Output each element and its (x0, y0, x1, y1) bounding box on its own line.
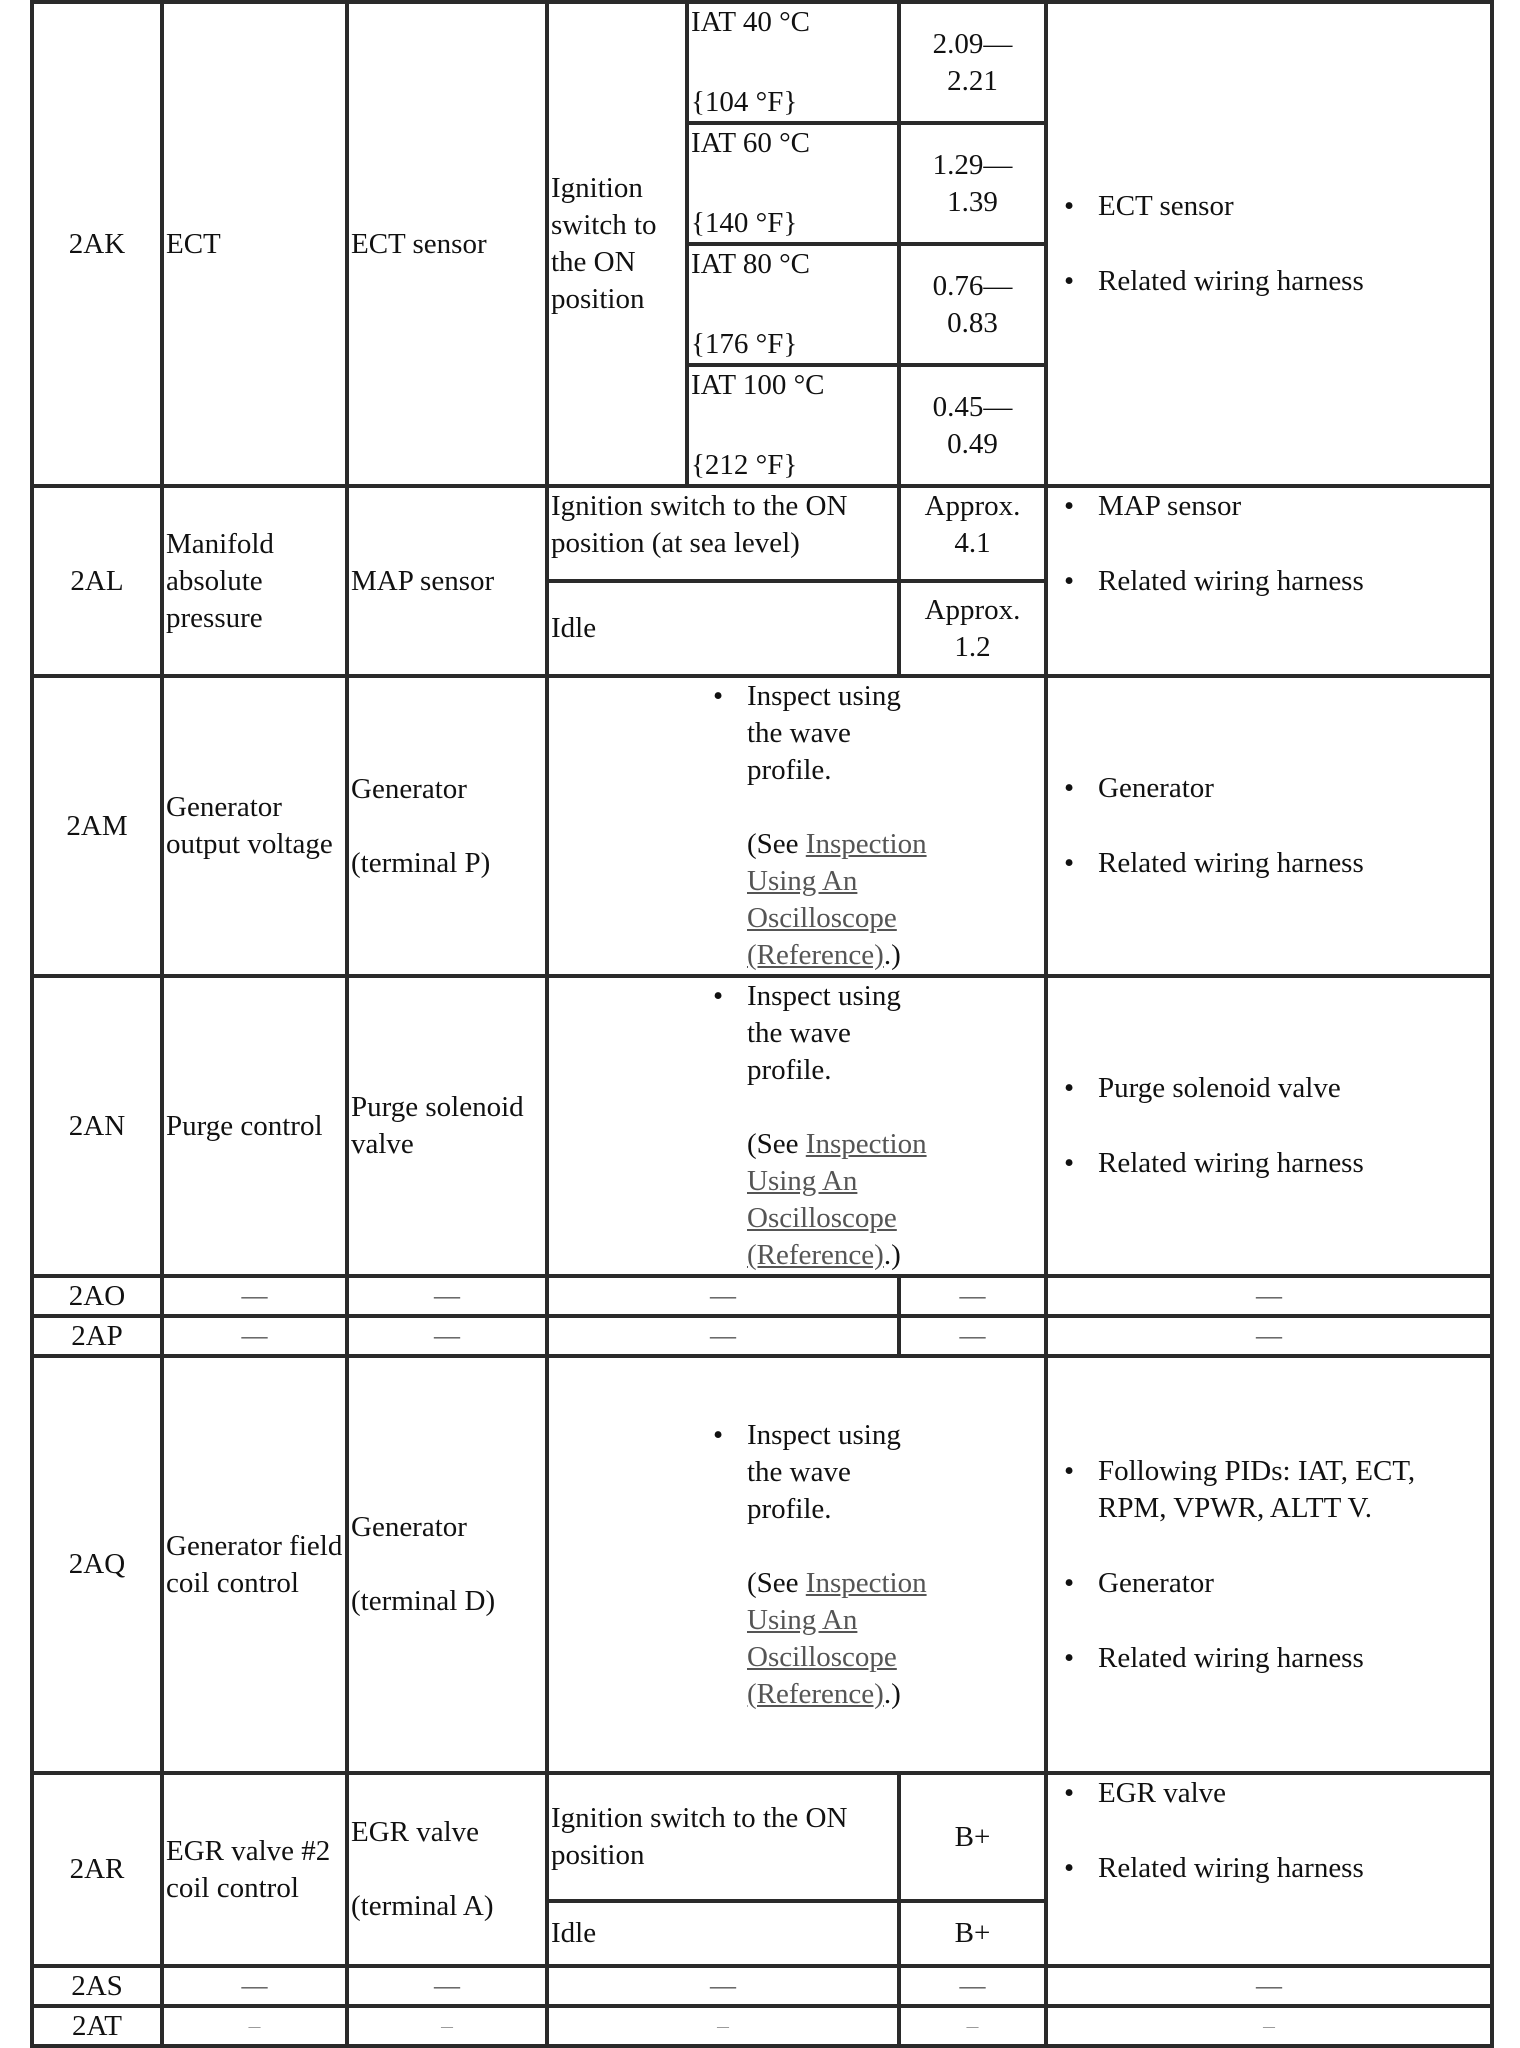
empty-cell: — (1046, 1966, 1492, 2006)
terminal-cell: 2AP (32, 1316, 162, 1356)
signal-name-cell: Generator field coil control (162, 1356, 347, 1773)
empty-cell: — (347, 1966, 547, 2006)
list-item: • Related wiring harness (1098, 1145, 1488, 1182)
list-item: • Inspect using the wave profile. (See Inspection Using An Oscilloscope (Reference).) (747, 978, 934, 1274)
possible-cause-cell (1046, 676, 1492, 976)
connected-device-cell: Purge solenoid valve (347, 976, 547, 1276)
list-item: • Related wiring harness (1098, 845, 1488, 882)
list-item: • Following PIDs: IAT, ECT, RPM, VPWR, ALTT V. (1098, 1453, 1420, 1527)
empty-cell: — (547, 2006, 899, 2046)
signal-name-cell: ECT (162, 2, 347, 486)
inspection-cell (547, 976, 1046, 1276)
empty-cell: — (1046, 2006, 1492, 2046)
terminal-cell: 2AN (32, 976, 162, 1276)
empty-cell: — (547, 1316, 899, 1356)
empty-cell: — (899, 1966, 1046, 2006)
signal-name-cell: Purge control (162, 976, 347, 1276)
list-item: • Purge solenoid valve (1098, 1070, 1488, 1107)
empty-cell: — (899, 1276, 1046, 1316)
signal-name-cell: Generator output voltage (162, 676, 347, 976)
terminal-cell: 2AL (32, 486, 162, 676)
voltage-value-cell: Approx. 4.1 (899, 486, 1046, 581)
voltage-value-cell: 0.45— 0.49 (899, 365, 1046, 486)
condition-cell: Ignition switch to the ON position (547, 1773, 899, 1901)
table-row-2ak (32, 2, 1492, 123)
table-row-2as (32, 1966, 1492, 2006)
table-row-2al (32, 486, 1492, 581)
condition-cell: Ignition switch to the ON position (at sea level) (547, 486, 899, 581)
voltage-value-cell: Approx. 1.2 (899, 581, 1046, 676)
empty-cell: — (899, 1316, 1046, 1356)
list-item: • Related wiring harness (1098, 1640, 1420, 1677)
sub-condition-cell: IAT 80 °C {176 °F} (687, 244, 899, 365)
sub-condition-cell: IAT 100 °C {212 °F} (687, 365, 899, 486)
terminal-cell: 2AO (32, 1276, 162, 1316)
possible-cause-cell (1046, 2, 1492, 486)
empty-cell: — (347, 1316, 547, 1356)
connected-device-cell: Generator (terminal D) (347, 1356, 547, 1773)
empty-cell: — (347, 2006, 547, 2046)
sub-condition-cell: IAT 60 °C {140 °F} (687, 123, 899, 244)
list-item: • EGR valve (1098, 1775, 1488, 1812)
table-row-2an (32, 976, 1492, 1276)
condition-cell: Idle (547, 1901, 899, 1966)
oscilloscope-reference-link[interactable]: Inspection Using An Oscilloscope (Reference) (747, 1566, 927, 1710)
possible-cause-cell (1046, 486, 1492, 676)
sub-condition-cell: IAT 40 °C {104 °F} (687, 2, 899, 123)
voltage-value-cell: B+ (899, 1773, 1046, 1901)
inspection-cell (547, 1356, 1046, 1773)
empty-cell: — (162, 1316, 347, 1356)
table-row-2ar (32, 1773, 1492, 1901)
voltage-value-cell: B+ (899, 1901, 1046, 1966)
possible-cause-cell (1046, 1356, 1492, 1773)
terminal-cell: 2AQ (32, 1356, 162, 1773)
voltage-value-cell: 1.29— 1.39 (899, 123, 1046, 244)
list-item: • Generator (1098, 770, 1488, 807)
empty-cell: — (347, 1276, 547, 1316)
terminal-cell: 2AT (32, 2006, 162, 2046)
connected-device-cell: Generator (terminal P) (347, 676, 547, 976)
empty-cell: — (899, 2006, 1046, 2046)
terminal-cell: 2AM (32, 676, 162, 976)
condition-cell: Idle (547, 581, 899, 676)
empty-cell: — (162, 1276, 347, 1316)
terminal-cell: 2AR (32, 1773, 162, 1966)
table-row-2at (32, 2006, 1492, 2046)
connected-device-cell: MAP sensor (347, 486, 547, 676)
list-item: • Related wiring harness (1098, 263, 1488, 300)
list-item: • Inspect using the wave profile. (See Inspection Using An Oscilloscope (Reference).) (747, 1417, 934, 1713)
list-item: • Related wiring harness (1098, 1850, 1488, 1887)
terminal-voltage-table (30, 0, 1494, 2048)
list-item: • ECT sensor (1098, 188, 1488, 225)
terminal-cell: 2AK (32, 2, 162, 486)
possible-cause-cell (1046, 976, 1492, 1276)
empty-cell: — (547, 1966, 899, 2006)
inspection-cell (547, 676, 1046, 976)
voltage-value-cell: 0.76— 0.83 (899, 244, 1046, 365)
signal-name-cell: Manifold absolute pressure (162, 486, 347, 676)
table-row-2ap (32, 1316, 1492, 1356)
signal-name-cell: EGR valve #2 coil control (162, 1773, 347, 1966)
pcm-terminal-inspection-document (30, 0, 1490, 2042)
possible-cause-cell (1046, 1773, 1492, 1966)
table-row-2aq (32, 1356, 1492, 1773)
empty-cell: — (1046, 1316, 1492, 1356)
terminal-cell: 2AS (32, 1966, 162, 2006)
voltage-value-cell: 2.09— 2.21 (899, 2, 1046, 123)
table-row-2am (32, 676, 1492, 976)
oscilloscope-reference-link[interactable]: Inspection Using An Oscilloscope (Reference) (747, 828, 927, 971)
list-item: • Related wiring harness (1098, 563, 1488, 600)
list-item: • MAP sensor (1098, 488, 1488, 525)
empty-cell: — (1046, 1276, 1492, 1316)
empty-cell: — (547, 1276, 899, 1316)
empty-cell: — (162, 1966, 347, 2006)
condition-cell: Ignition switch to the ON position (547, 2, 687, 486)
connected-device-cell: EGR valve (terminal A) (347, 1773, 547, 1966)
table-row-2ao (32, 1276, 1492, 1316)
empty-cell: — (162, 2006, 347, 2046)
list-item: • Generator (1098, 1565, 1420, 1602)
connected-device-cell: ECT sensor (347, 2, 547, 486)
oscilloscope-reference-link[interactable]: Inspection Using An Oscilloscope (Reference) (747, 1128, 927, 1271)
list-item: • Inspect using the wave profile. (See Inspection Using An Oscilloscope (Reference).) (747, 678, 934, 974)
